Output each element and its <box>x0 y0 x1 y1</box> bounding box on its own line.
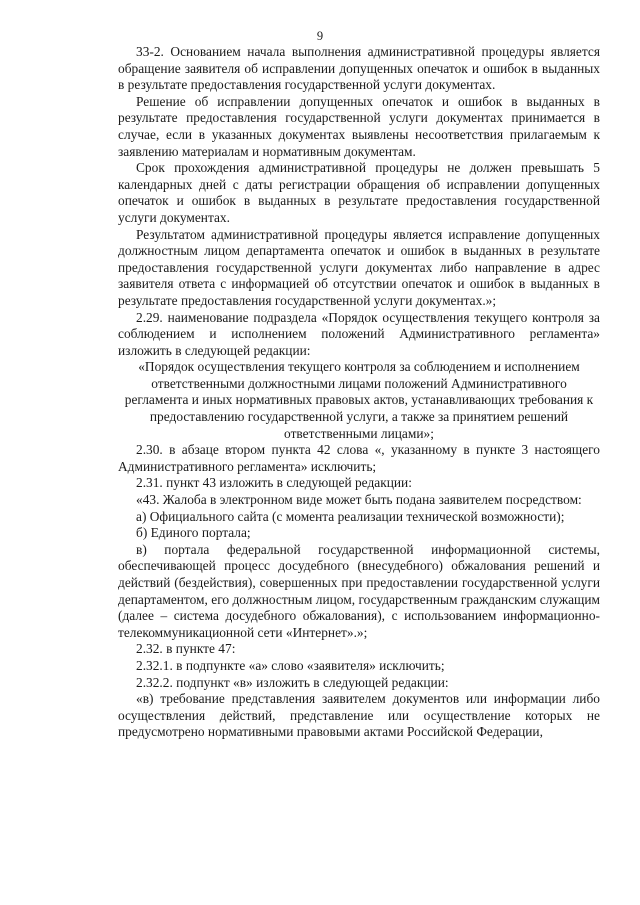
paragraph-2-31: 2.31. пункт 43 изложить в следующей редакции: <box>136 475 412 491</box>
page-number: 9 <box>316 29 324 43</box>
paragraph-decision: Решение об исправлении допущенных опечаток и ошибок в выданных в результате предоставления государственной услуги документах принимается в случае, если в указанных документах выявлены несоответствия прилагаемым к заявлению материалам и нормативным документам. <box>118 93 600 159</box>
paragraph-2-32-2: 2.32.2. подпункт «в» изложить в следующей редакции: <box>136 674 449 690</box>
paragraph-result: Результатом административной процедуры является исправление допущенных должностным лицом департамента опечаток и ошибок в выданных в результате предоставления государственной услуги документах либо направление в адрес заявителя ответа с информацией об отсутствии опечаток и ошибок в выданных в результате предоставления государственной услуги документах.»; <box>118 226 600 308</box>
paragraph-43-b: б) Единого портала; <box>136 525 251 541</box>
paragraph-2-32: 2.32. в пункте 47: <box>136 641 236 657</box>
paragraph-43-v: в) портала федеральной государственной информационной системы, обеспечивающей процесс досудебного (внесудебного) обжалования решений и действий (бездействия), совершенных при предоставлении государственной услуги департаментом, его должностным лицом, государственным гражданским служащим (далее – система досудебного обжалования), с использованием информационно-телекоммуникационной сети «Интернет».»; <box>118 541 600 640</box>
paragraph-33-2: 33-2. Основанием начала выполнения административной процедуры является обращение заявителя об исправлении допущенных опечаток и ошибок в выданных в результате предоставления государственной услуги документах. <box>118 44 600 93</box>
document-body <box>118 44 600 741</box>
paragraph-term: Срок прохождения административной процедуры не должен превышать 5 календарных дней с даты регистрации обращения об исправлении допущенных опечаток и ошибок в выданных в результате предоставления государственной услуги документах. <box>118 160 600 225</box>
paragraph-2-29: 2.29. наименование подраздела «Порядок осуществления текущего контроля за соблюдением и исполнением положений Административного регламента» изложить в следующей редакции: <box>118 309 600 358</box>
subsection-title-quote: «Порядок осуществления текущего контроля за соблюдением и исполнением ответственными должностными лицами положений Административного регламента и иных нормативных правовых актов, устанавливающих требования к предоставлению государственной услуги, а также за принятием решений ответственными лицами»; <box>124 359 594 441</box>
paragraph-47-v: «в) требование представления заявителем документов или информации либо осуществления действий, представление или осуществление которых не предусмотрено нормативными правовыми актами Российской Федерации, <box>118 691 600 740</box>
paragraph-2-30: 2.30. в абзаце втором пункта 42 слова «, указанному в пункте 3 настоящего Административного регламента» исключить; <box>118 442 600 474</box>
paragraph-43: «43. Жалоба в электронном виде может быть подана заявителем посредством: <box>136 492 582 508</box>
paragraph-43-a: а) Официального сайта (с момента реализации технической возможности); <box>136 508 565 524</box>
paragraph-2-32-1: 2.32.1. в подпункте «а» слово «заявителя» исключить; <box>136 657 445 673</box>
